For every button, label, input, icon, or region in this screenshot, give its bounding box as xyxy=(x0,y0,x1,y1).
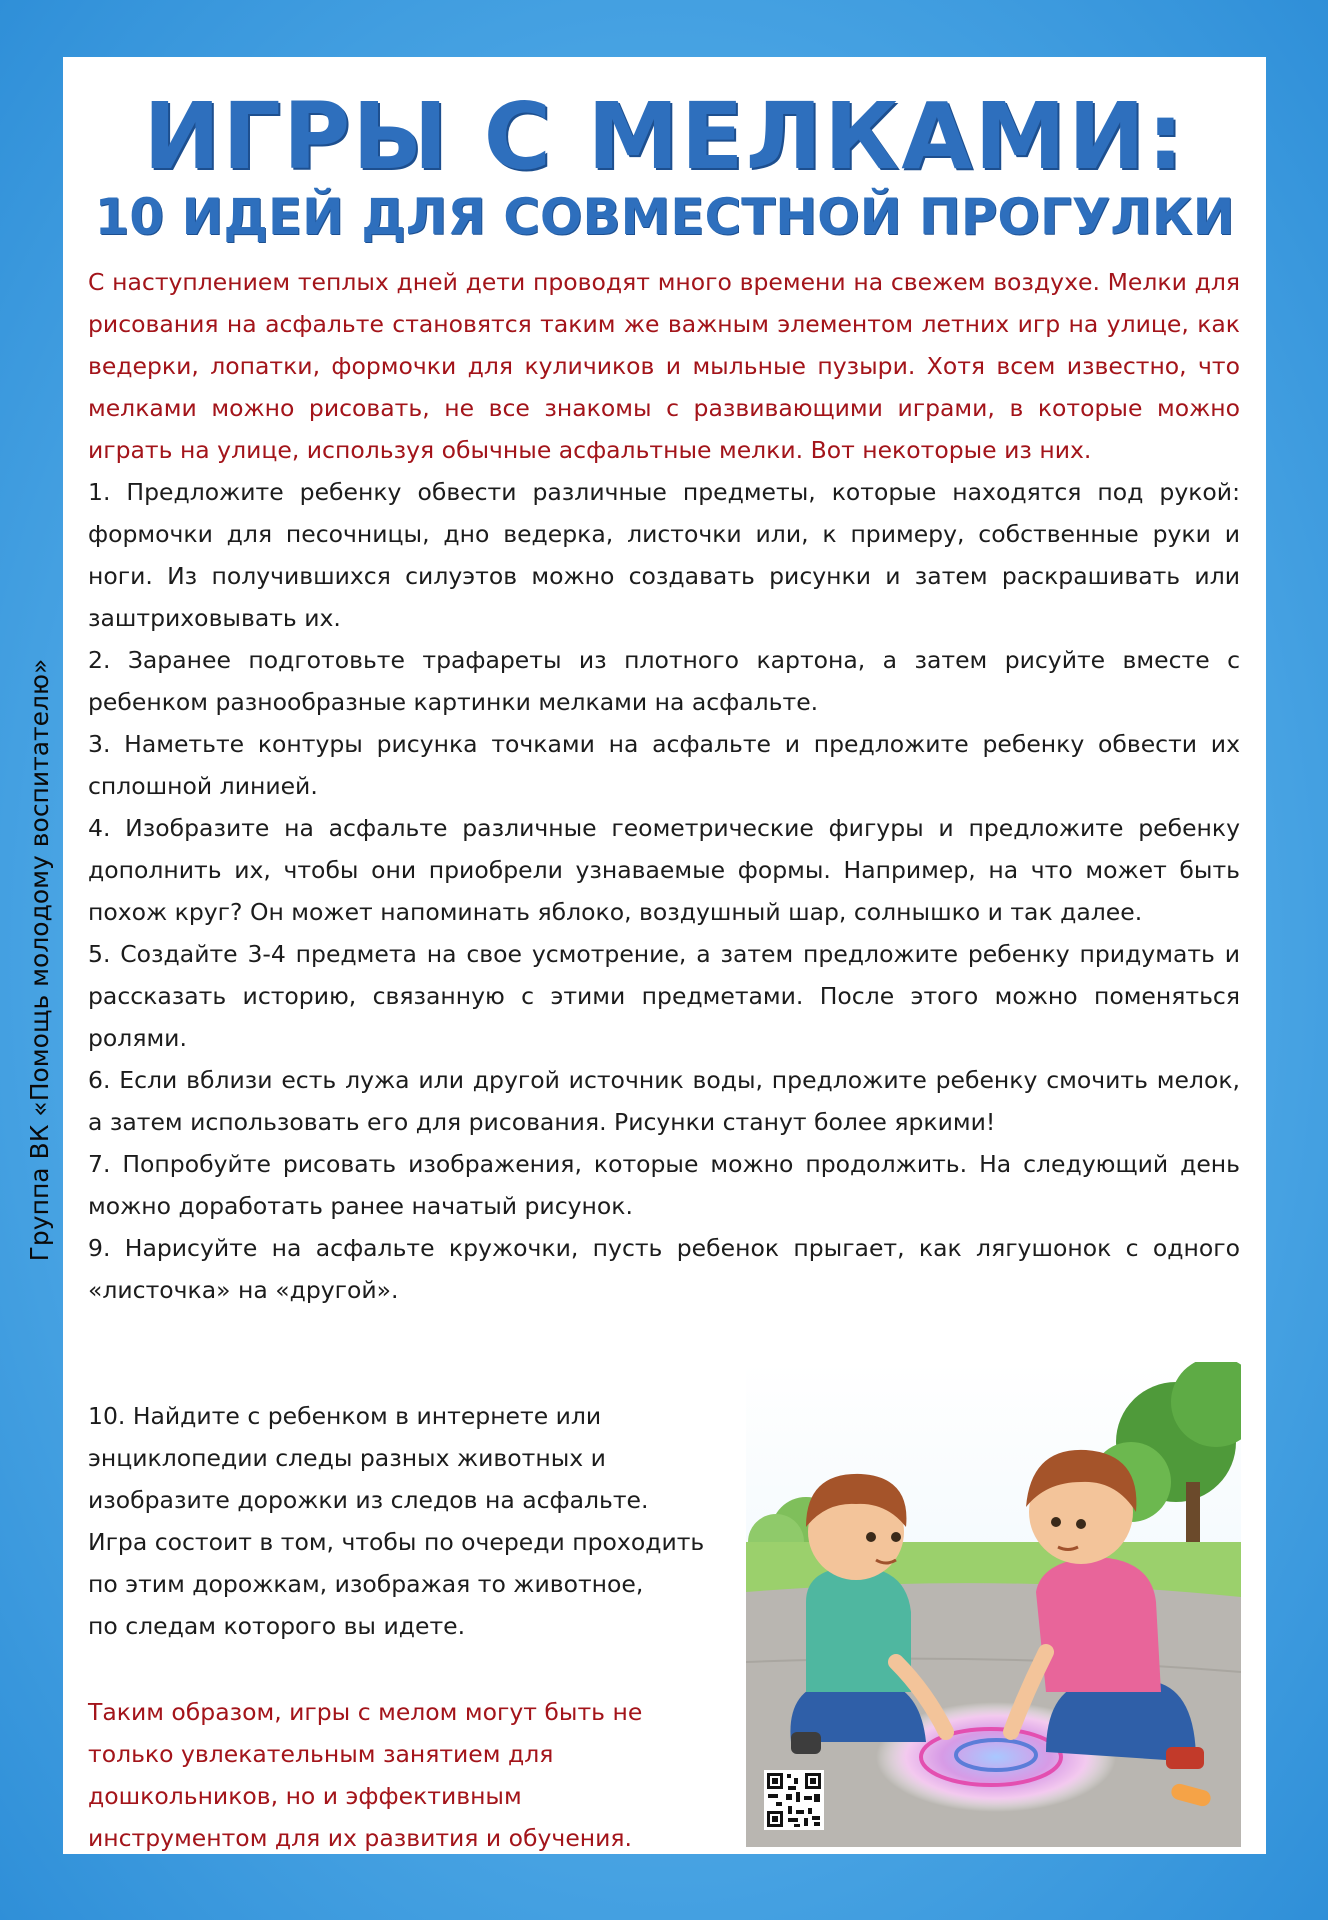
poster-card xyxy=(63,57,1266,1854)
idea-item-9: 9. Нарисуйте на асфальте кружочки, пусть ребенок прыгает, как лягушонок с одного «листочка» на «другой». xyxy=(88,1234,1240,1304)
idea-item-3: 3. Наметьте контуры рисунка точками на асфальте и предложите ребенку обвести их сплошной линией. xyxy=(88,730,1240,800)
idea-item-10-line: энциклопедии следы разных животных и xyxy=(88,1444,606,1472)
poster-title: ИГРЫ С МЕЛКАМИ: xyxy=(143,83,1186,190)
idea-item-10-line: по этим дорожкам, изображая то животное, xyxy=(88,1570,644,1598)
idea-item-5: 5. Создайте 3-4 предмета на свое усмотрение, а затем предложите ребенку придумать и рассказать историю, связанную с этими предметами. После этого можно поменяться ролями. xyxy=(88,940,1240,1052)
idea-item-10-line: изобразите дорожки из следов на асфальте. xyxy=(88,1486,649,1514)
idea-item-10 xyxy=(88,1395,738,1647)
side-caption: Группа ВК «Помощь молодому воспитателю» xyxy=(25,658,54,1262)
kids-chalk-illustration xyxy=(746,1362,1241,1847)
poster-subtitle: 10 ИДЕЙ ДЛЯ СОВМЕСТНОЙ ПРОГУЛКИ xyxy=(94,188,1235,246)
idea-item-10-line: Игра состоит в том, чтобы по очереди проходить xyxy=(88,1528,705,1556)
body-text xyxy=(88,261,1240,1311)
conclusion-paragraph xyxy=(88,1691,728,1859)
conclusion-line: Таким образом, игры с мелом могут быть не xyxy=(88,1698,643,1726)
idea-item-6: 6. Если вблизи есть лужа или другой источник воды, предложите ребенку смочить мелок, а затем использовать его для рисования. Рисунки станут более яркими! xyxy=(88,1066,1240,1136)
idea-item-4: 4. Изобразите на асфальте различные геометрические фигуры и предложите ребенку дополнить их, чтобы они приобрели узнаваемые формы. Например, на что может быть похож круг? Он может напоминать яблоко, воздушный шар, солнышко и так далее. xyxy=(88,814,1240,926)
idea-item-10-line: по следам которого вы идете. xyxy=(88,1612,466,1640)
idea-item-1: 1. Предложите ребенку обвести различные предметы, которые находятся под рукой: формочки для песочницы, дно ведерка, листочки или, к примеру, собственные руки и ноги. Из получившихся силуэтов можно создавать рисунки и затем раскрашивать или заштриховывать их. xyxy=(88,478,1240,632)
conclusion-line: инструментом для их развития и обучения. xyxy=(88,1824,633,1852)
conclusion-line: только увлекательным занятием для xyxy=(88,1740,554,1768)
qr-code-icon xyxy=(764,1770,824,1830)
idea-item-10-line: 10. Найдите с ребенком в интернете или xyxy=(88,1402,602,1430)
conclusion-line: дошкольников, но и эффективным xyxy=(88,1782,522,1810)
intro-paragraph: С наступлением теплых дней дети проводят много времени на свежем воздухе. Мелки для рисования на асфальте становятся таким же важным элементом летних игр на улице, как ведерки, лопатки, формочки для куличиков и мыльные пузыри. Хотя всем известно, что мелками можно рисовать, не все знакомы с развивающими играми, в которые можно играть на улице, используя обычные асфальтные мелки. Вот некоторые из них. xyxy=(88,268,1240,464)
idea-item-7: 7. Попробуйте рисовать изображения, которые можно продолжить. На следующий день можно доработать ранее начатый рисунок. xyxy=(88,1150,1240,1220)
idea-item-2: 2. Заранее подготовьте трафареты из плотного картона, а затем рисуйте вместе с ребенком разнообразные картинки мелками на асфальте. xyxy=(88,646,1240,716)
